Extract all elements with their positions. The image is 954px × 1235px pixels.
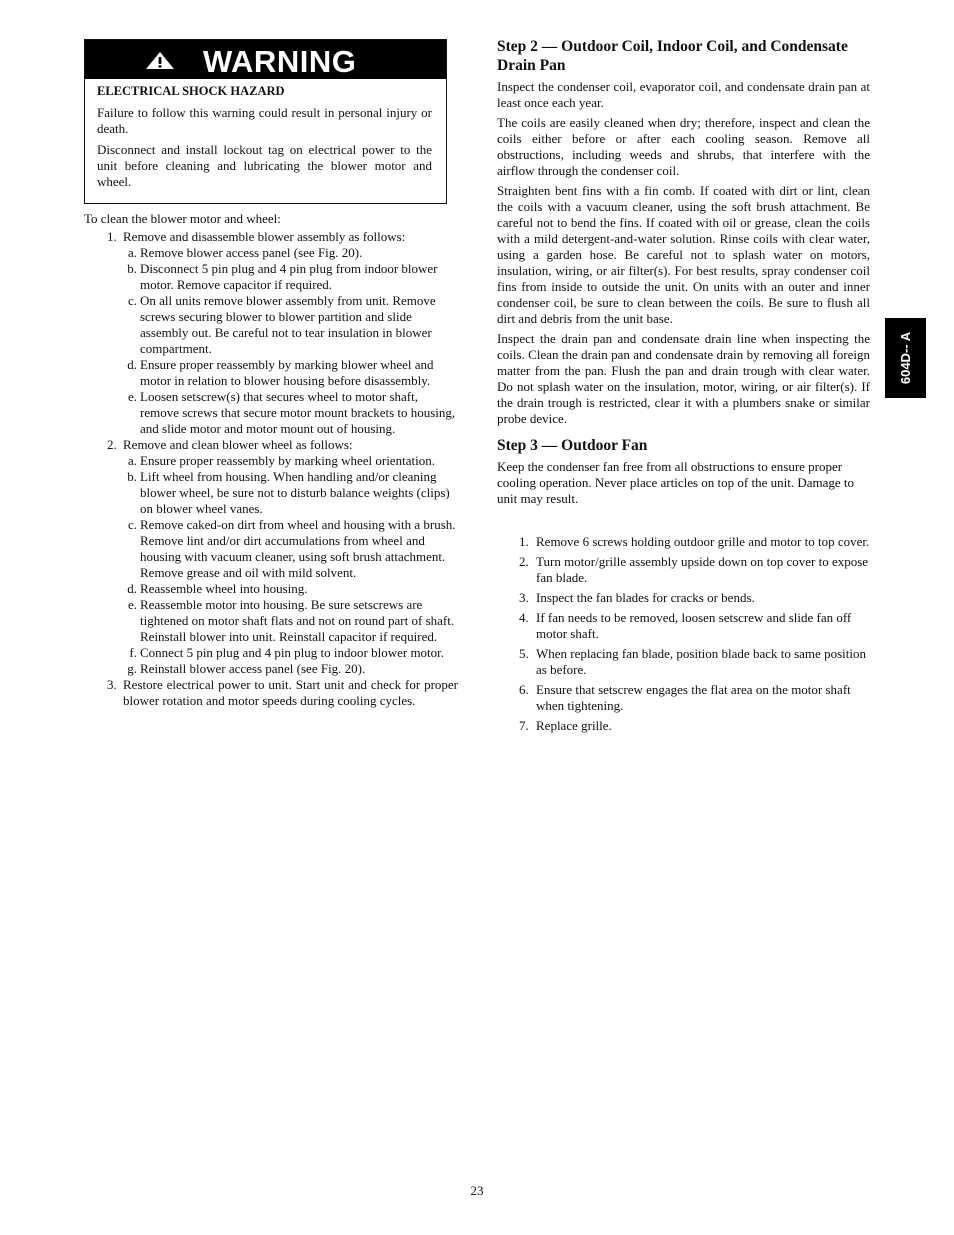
side-tab xyxy=(885,318,926,398)
step-number: 2. xyxy=(107,437,117,452)
substep-text: Ensure proper reassembly by marking wheel orientation. xyxy=(140,453,435,468)
fan-step xyxy=(497,682,870,714)
fan-step-number: 3. xyxy=(519,590,529,605)
fan-step-text: When replacing fan blade, position blade back to same position as before. xyxy=(536,646,866,677)
step3-paragraph: Keep the condenser fan free from all obstructions to ensure proper cooling operation. Never place articles on top of the unit. Damage to unit may result. xyxy=(497,459,855,506)
substep-letter: d. xyxy=(127,581,137,596)
blower-step xyxy=(84,677,458,709)
blower-substep xyxy=(84,245,458,261)
substep-letter: c. xyxy=(127,293,137,308)
fan-step xyxy=(497,554,870,586)
substep-text: Remove caked-on dirt from wheel and housing with a brush. Remove lint and/or dirt accumulations from wheel and housing with vacuum cleaner, using soft brush attachment. Remove grease and oil with mild solvent. xyxy=(140,517,456,580)
step-text: Restore electrical power to unit. Start unit and check for proper blower rotation and motor speeds during cooling cycles. xyxy=(123,677,458,708)
blower-substep xyxy=(84,661,458,677)
page-number: 23 xyxy=(470,1183,484,1198)
blower-substep xyxy=(84,517,458,581)
step-number: 1. xyxy=(107,229,117,244)
fan-step xyxy=(497,646,870,678)
substep-letter: b. xyxy=(127,261,137,276)
blower-steps xyxy=(84,229,458,709)
warning-paragraph: Disconnect and install lockout tag on electrical power to the unit before cleaning and lubricating the blower motor and wheel. xyxy=(97,142,432,189)
fan-step-number: 5. xyxy=(519,646,529,661)
substep-text: Remove blower access panel (see Fig. 20). xyxy=(140,245,363,260)
fan-step-text: Ensure that setscrew engages the flat area on the motor shaft when tightening. xyxy=(536,682,851,713)
substep-letter: a. xyxy=(127,453,137,468)
fan-step-number: 2. xyxy=(519,554,529,569)
fan-step-number: 7. xyxy=(519,718,529,733)
step2-heading: Step 2 — Outdoor Coil, Indoor Coil, and Condensate Drain Pan xyxy=(497,38,848,74)
step-text: Remove and disassemble blower assembly as follows: xyxy=(123,229,406,244)
fan-step-number: 4. xyxy=(519,610,529,625)
step-text: Remove and clean blower wheel as follows: xyxy=(123,437,353,452)
step2-paragraph: The coils are easily cleaned when dry; therefore, inspect and clean the coils either before or after each cooling season. Remove all obstructions, including weeds and shrubs, that interfere with the airflow through the condenser coil. xyxy=(497,115,870,178)
right-column xyxy=(497,37,870,738)
blower-substep xyxy=(84,389,458,437)
substep-text: Loosen setscrew(s) that secures wheel to motor shaft, remove screws that secure motor mount brackets to housing, and slide motor and motor mount out of housing. xyxy=(140,389,456,436)
substep-letter: g. xyxy=(127,661,137,676)
step2-paragraph: Inspect the condenser coil, evaporator coil, and condensate drain pan at least once each year. xyxy=(497,79,870,110)
fan-steps xyxy=(497,534,870,734)
blower-step xyxy=(84,437,458,453)
warning-title: WARNING xyxy=(203,44,357,79)
blower-substep xyxy=(84,581,458,597)
warning-triangle-icon xyxy=(145,51,175,70)
fan-step-text: Inspect the fan blades for cracks or bends. xyxy=(536,590,755,605)
side-tab-label: 604D-- A xyxy=(897,331,913,385)
blower-step xyxy=(84,229,458,245)
substep-letter: a. xyxy=(127,245,137,260)
fan-step xyxy=(497,610,870,642)
blower-substep xyxy=(84,597,458,645)
hazard-heading: ELECTRICAL SHOCK HAZARD xyxy=(97,84,285,98)
fan-step-number: 6. xyxy=(519,682,529,697)
substep-text: Lift wheel from housing. When handling and/or cleaning blower wheel, be sure not to disturb balance weights (clips) on blower wheel vanes. xyxy=(140,469,450,516)
substep-text: Reinstall blower access panel (see Fig. 20). xyxy=(140,661,366,676)
step3-heading: Step 3 — Outdoor Fan xyxy=(497,437,648,454)
substep-text: On all units remove blower assembly from unit. Remove screws securing blower to blower partition and slide assembly out. Be careful not to tear insulation in blower compartment. xyxy=(140,293,436,356)
fan-step-text: Remove 6 screws holding outdoor grille and motor to top cover. xyxy=(536,534,870,549)
substep-letter: e. xyxy=(127,389,137,404)
substep-letter: e. xyxy=(127,597,137,612)
blower-substep xyxy=(84,453,458,469)
substep-letter: c. xyxy=(127,517,137,532)
substep-text: Connect 5 pin plug and 4 pin plug to indoor blower motor. xyxy=(140,645,445,660)
fan-step-text: If fan needs to be removed, loosen setscrew and slide fan off motor shaft. xyxy=(536,610,852,641)
blower-substep xyxy=(84,645,458,661)
substep-letter: f. xyxy=(129,645,137,660)
step2-paragraph: Straighten bent fins with a fin comb. If coated with dirt or lint, clean the coils with a vacuum cleaner, using the soft brush attachment. Be careful not to bend the fins. If coated with oil or grease, clean the coils with a mild detergent-and-water solution. Rinse coils with clear water, using a garden hose. Be careful not to splash water on motors, insulation, wiring, or air filter(s). For best results, spray condenser coil fins from inside to outside the unit. On units with an outer and inner condenser coil, be sure to clean between the coils. Be sure to flush all dirt and debris from the unit base. xyxy=(497,183,870,326)
fan-step xyxy=(497,718,870,734)
substep-text: Ensure proper reassembly by marking blower wheel and motor in relation to blower housing before disassembly. xyxy=(140,357,434,388)
warning-header xyxy=(85,40,446,79)
fan-step-text: Turn motor/grille assembly upside down on top cover to expose fan blade. xyxy=(536,554,869,585)
warning-box xyxy=(84,39,447,204)
step-number: 3. xyxy=(107,677,117,692)
substep-text: Disconnect 5 pin plug and 4 pin plug from indoor blower motor. Remove capacitor if required. xyxy=(140,261,438,292)
blower-substep xyxy=(84,261,458,293)
substep-text: Reassemble motor into housing. Be sure setscrews are tightened on motor shaft flats and not on round part of shaft. Reinstall blower into unit. Reinstall capacitor if required. xyxy=(140,597,455,644)
step2-paragraph: Inspect the drain pan and condensate drain line when inspecting the coils. Clean the drain pan and condensate drain by removing all foreign matter from the pan. Flush the pan and drain trough with clear water. Do not splash water on the insulation, motor, wiring, or air filter(s). If the drain trough is restricted, clear it with a plumbers snake or similar probe device. xyxy=(497,331,870,426)
substep-letter: b. xyxy=(127,469,137,484)
blower-substep xyxy=(84,293,458,357)
blower-intro: To clean the blower motor and wheel: xyxy=(84,211,281,226)
blower-substep xyxy=(84,469,458,517)
fan-step xyxy=(497,534,870,550)
left-column xyxy=(84,39,458,709)
warning-paragraph: Failure to follow this warning could result in personal injury or death. xyxy=(97,105,432,136)
substep-letter: d. xyxy=(127,357,137,372)
substep-text: Reassemble wheel into housing. xyxy=(140,581,308,596)
blower-substep xyxy=(84,357,458,389)
fan-step-number: 1. xyxy=(519,534,529,549)
fan-step-text: Replace grille. xyxy=(536,718,612,733)
fan-step xyxy=(497,590,870,606)
warning-body xyxy=(85,79,446,203)
